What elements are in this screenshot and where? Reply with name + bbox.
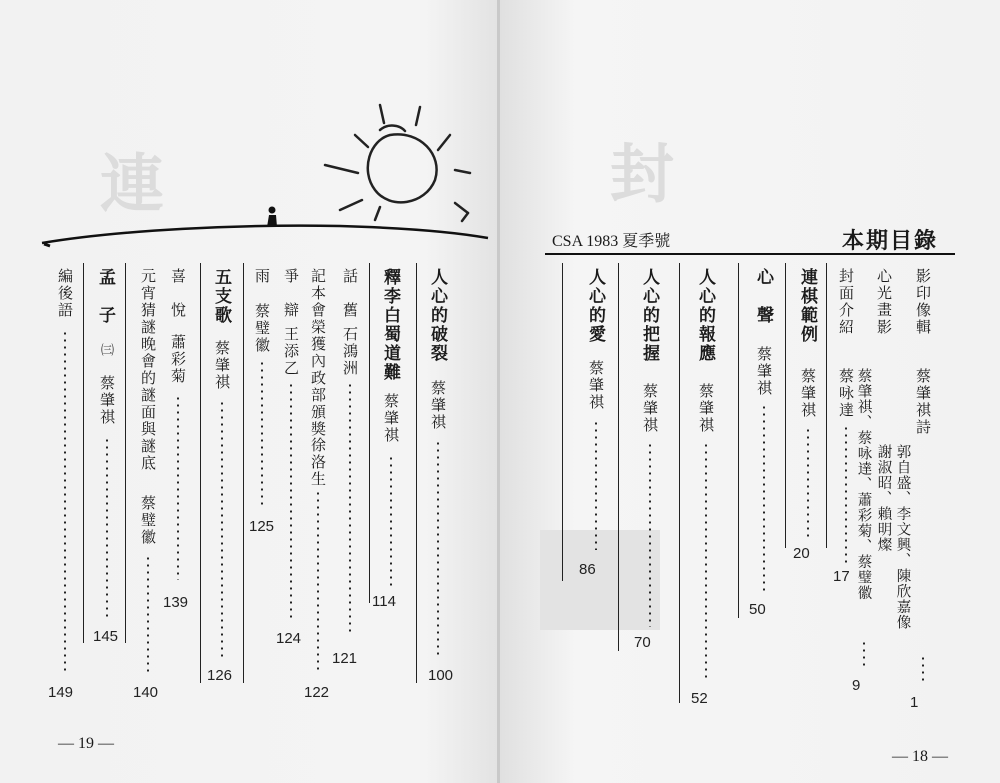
toc-entry-title: 人心的破裂 (427, 268, 447, 363)
toc-entry-author: 蔡肇祺詩 (914, 368, 932, 436)
toc-entry-title: 影印像輯 (914, 268, 932, 336)
toc-entry-page: 50 (749, 601, 766, 618)
leader-dots (437, 440, 439, 655)
toc-entry-page: 114 (372, 593, 396, 610)
leader-dots (317, 490, 319, 670)
toc-entry-page: 126 (207, 667, 233, 684)
column-rule (679, 263, 680, 703)
leader-dots (221, 400, 223, 658)
toc-entry-title: 五支歌 (211, 268, 231, 325)
toc-entry-title: 封面介紹 (837, 268, 855, 336)
toc-entry-subtitle: ㈢ (98, 343, 113, 358)
leader-dots (845, 425, 847, 565)
toc-entry-title: 人心的愛 (585, 268, 605, 344)
toc-entry-author: 蕭彩菊 (169, 334, 187, 385)
leader-dots (705, 442, 707, 682)
toc-entry-author: 石鴻洲 (341, 326, 359, 377)
publication-label: CSA 1983 夏季號 (552, 233, 671, 250)
bleed-through-left: 連 (89, 150, 164, 224)
toc-entry-page: 20 (793, 545, 810, 562)
leader-dots (595, 420, 597, 550)
toc-entry-author: 蔡肇祺、蔡咏達、蕭彩菊、蔡璧徽 (855, 368, 872, 601)
leader-dots (807, 427, 809, 537)
toc-entry-title: 孟 子 (95, 268, 115, 325)
toc-entry-title: 人心的報應 (695, 268, 715, 363)
column-rule (416, 263, 417, 683)
column-rule (785, 263, 786, 548)
toc-entry-page: 100 (428, 667, 454, 684)
bleed-through-image (540, 530, 660, 630)
leader-dots (763, 404, 765, 594)
leader-dots (922, 655, 924, 685)
toc-entry-title: 爭 辯 (282, 268, 300, 319)
toc-entry-author: 蔡肇祺 (587, 360, 605, 411)
header-rule (545, 253, 955, 255)
toc-entry-title: 喜 悅 (169, 268, 187, 319)
toc-entry-title: 心 聲 (753, 268, 773, 325)
toc-entry-page: 9 (852, 677, 861, 694)
toc-entry-author-line: 謝淑昭、賴明燦 (875, 444, 892, 553)
toc-entry-page: 139 (163, 594, 189, 611)
leader-dots (390, 455, 392, 590)
toc-entry-page: 140 (133, 684, 159, 701)
toc-entry-title: 人心的把握 (639, 268, 659, 363)
column-rule (83, 263, 84, 643)
column-rule (200, 263, 201, 683)
bleed-through-right: 封 (599, 140, 674, 214)
toc-entry-author: 蔡肇祺 (429, 380, 447, 431)
toc-entry-page: 70 (634, 634, 651, 651)
toc-entry-title: 話 舊 (341, 268, 359, 319)
leader-dots (649, 442, 651, 627)
column-rule (826, 263, 827, 548)
toc-entry-author: 蔡肇祺 (697, 383, 715, 434)
toc-entry-page: 122 (304, 684, 330, 701)
leader-dots (290, 382, 292, 620)
column-rule (125, 263, 126, 643)
toc-entry-author: 蔡璧徽 (139, 495, 157, 546)
toc-entry-author: 王添乙 (282, 326, 300, 377)
toc-entry-page: 1 (910, 694, 919, 711)
toc-entry-author: 蔡肇祺 (98, 375, 116, 426)
horizon-line (40, 218, 490, 248)
leader-dots (261, 360, 263, 508)
toc-entry-page: 17 (833, 568, 850, 585)
column-rule (369, 263, 370, 603)
toc-entry-page: 86 (579, 561, 596, 578)
column-rule (243, 263, 244, 683)
toc-entry-title: 心光畫影 (875, 268, 893, 336)
column-rule (562, 263, 563, 581)
column-rule (738, 263, 739, 618)
leader-dots (147, 555, 149, 675)
toc-entry-page: 124 (276, 630, 302, 647)
toc-entry-page: 52 (691, 690, 708, 707)
toc-entry-title: 編後語 (56, 268, 74, 319)
toc-entry-author: 蔡咏達 (837, 368, 855, 419)
toc-entry-page: 125 (249, 518, 275, 535)
leader-dots (177, 395, 179, 580)
toc-entry-title: 記本會榮獲內政部頒獎 (309, 268, 327, 438)
leader-dots (106, 437, 108, 617)
page-number-footer: — 18 — (892, 748, 948, 765)
leader-dots (863, 640, 865, 670)
toc-entry-title: 雨 (253, 268, 271, 285)
toc-entry-page: 121 (332, 650, 358, 667)
leader-dots (64, 330, 66, 675)
toc-entry-page: 145 (93, 628, 119, 645)
toc-entry-author: 蔡肇祺 (213, 340, 231, 391)
toc-entry-author: 蔡璧徽 (253, 303, 271, 354)
toc-entry-title: 連棋範例 (797, 268, 817, 344)
right-page (500, 0, 1000, 783)
toc-entry-author: 蔡肇祺 (641, 383, 659, 434)
leader-dots (349, 382, 351, 634)
page-title: 本期目錄 (842, 228, 939, 253)
toc-entry-author: 蔡肇祺 (382, 393, 400, 444)
toc-entry-author-line: 郭自盛、李文興、陳欣嘉像 (894, 444, 911, 630)
page-number-footer: — 19 — (58, 735, 114, 752)
toc-entry-author: 蔡肇祺 (799, 368, 817, 419)
toc-entry-page: 149 (48, 684, 74, 701)
column-rule (618, 263, 619, 651)
toc-entry-title: 釋李白蜀道難 (380, 268, 400, 382)
toc-entry-author: 徐洛生 (309, 437, 327, 488)
toc-entry-title: 元宵猜謎晚會的謎面與謎底 (139, 268, 157, 472)
toc-entry-author: 蔡肇祺 (755, 346, 773, 397)
